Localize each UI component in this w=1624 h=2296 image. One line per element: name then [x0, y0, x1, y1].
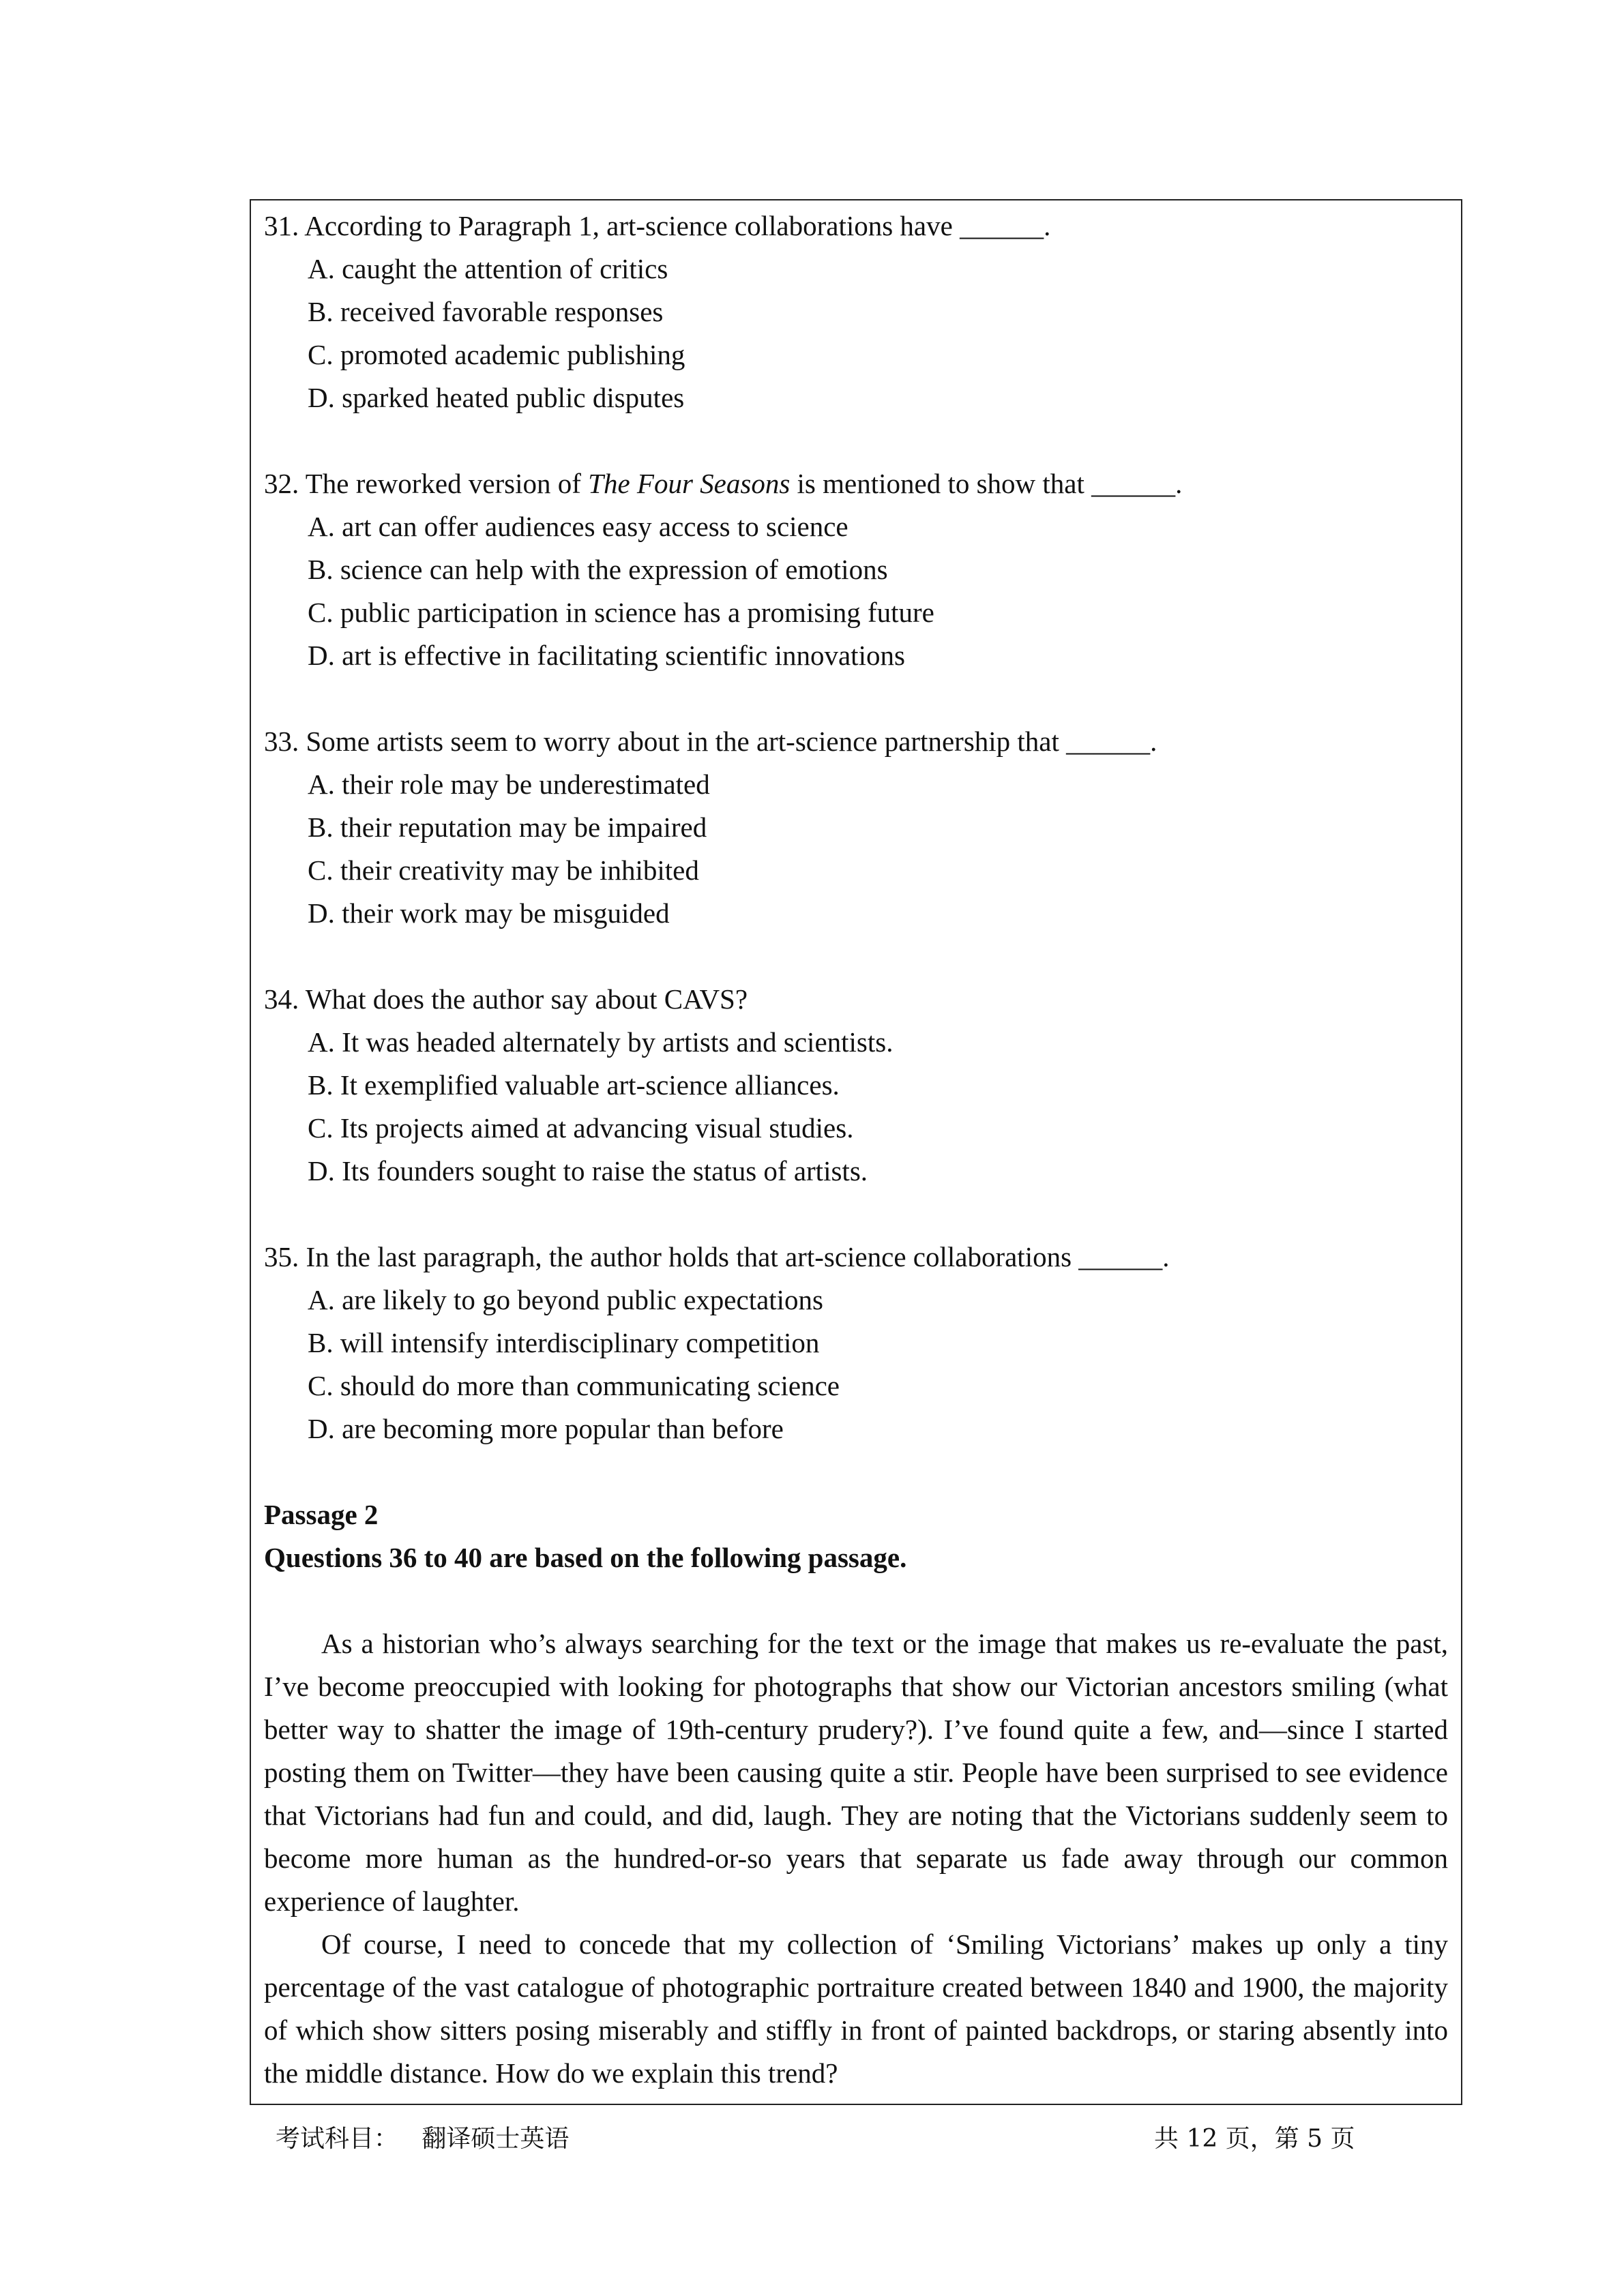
option-b: B. their reputation may be impaired [308, 811, 707, 843]
option-d: D. Its founders sought to raise the status of artists. [308, 1155, 868, 1187]
exam-content [264, 205, 1448, 2095]
question-stem: 31. According to Paragraph 1, art-science collaborations have ______. [264, 210, 1051, 241]
option-c: C. promoted academic publishing [308, 339, 685, 370]
question-32 [264, 462, 1448, 677]
question-stem: 35. In the last paragraph, the author holds that art-science collaborations ______. [264, 1241, 1170, 1272]
option-b: B. science can help with the expression of emotions [308, 554, 888, 585]
option-a: A. art can offer audiences easy access to science [308, 511, 848, 542]
passage-title: Passage 2 [264, 1499, 379, 1530]
page-number: 共 12 页，第 5 页 [1154, 2125, 1355, 2153]
option-d: D. sparked heated public disputes [308, 382, 685, 413]
passage-instructions: Questions 36 to 40 are based on the following passage. [264, 1542, 907, 1573]
option-d: D. are becoming more popular than before [308, 1413, 784, 1444]
option-c: C. public participation in science has a promising future [308, 597, 934, 628]
option-b: B. It exemplified valuable art-science alliances. [308, 1069, 840, 1101]
exam-subject: 考试科目： 翻译硕士英语 [276, 2125, 570, 2153]
question-stem: 34. What does the author say about CAVS? [264, 983, 748, 1015]
question-33 [264, 720, 1448, 935]
option-a: A. are likely to go beyond public expectations [308, 1284, 824, 1315]
passage-paragraph: Of course, I need to concede that my collection of ‘Smiling Victorians’ makes up only a tiny percentage of the vast catalogue of photographic portraiture created between 1840 and 1900, the majority of which show sitters posing miserably and stiffly in front of painted backdrops, or staring absently into the middle distance. How do we explain this trend? [264, 1928, 1448, 2089]
option-b: B. received favorable responses [308, 296, 664, 327]
option-c: C. Its projects aimed at advancing visual studies. [308, 1112, 854, 1144]
question-31 [264, 205, 1448, 419]
option-a: A. It was headed alternately by artists and scientists. [308, 1026, 894, 1058]
work-title: The Four Seasons [588, 468, 791, 499]
option-d: D. their work may be misguided [308, 897, 670, 929]
option-a: A. caught the attention of critics [308, 253, 668, 284]
question-stem: 33. Some artists seem to worry about in the art-science partnership that ______. [264, 726, 1157, 757]
question-35 [264, 1236, 1448, 1450]
passage-paragraph: As a historian who’s always searching for the text or the image that makes us re-evaluate the past, I’ve become preoccupied with looking for photographs that show our Victorian ancestors smiling (what better way to shatter the image of 19th-century prudery?). I’ve found quite a few, and—since I started posting them on Twitter—they have been causing quite a stir. People have been surprised to see evidence that Victorians had fun and could, and did, laugh. They are noting that the Victorians suddenly seem to become more human as the hundred-or-so years that separate us fade away through our common experience of laughter. [264, 1628, 1448, 1917]
option-b: B. will intensify interdisciplinary competition [308, 1327, 820, 1358]
option-a: A. their role may be underestimated [308, 769, 710, 800]
option-d: D. art is effective in facilitating scientific innovations [308, 640, 905, 671]
question-34 [264, 978, 1448, 1193]
question-stem: 32. The reworked version of The Four Seasons is mentioned to show that ______. [264, 468, 1183, 499]
option-c: C. their creativity may be inhibited [308, 854, 699, 886]
option-c: C. should do more than communicating science [308, 1370, 840, 1401]
